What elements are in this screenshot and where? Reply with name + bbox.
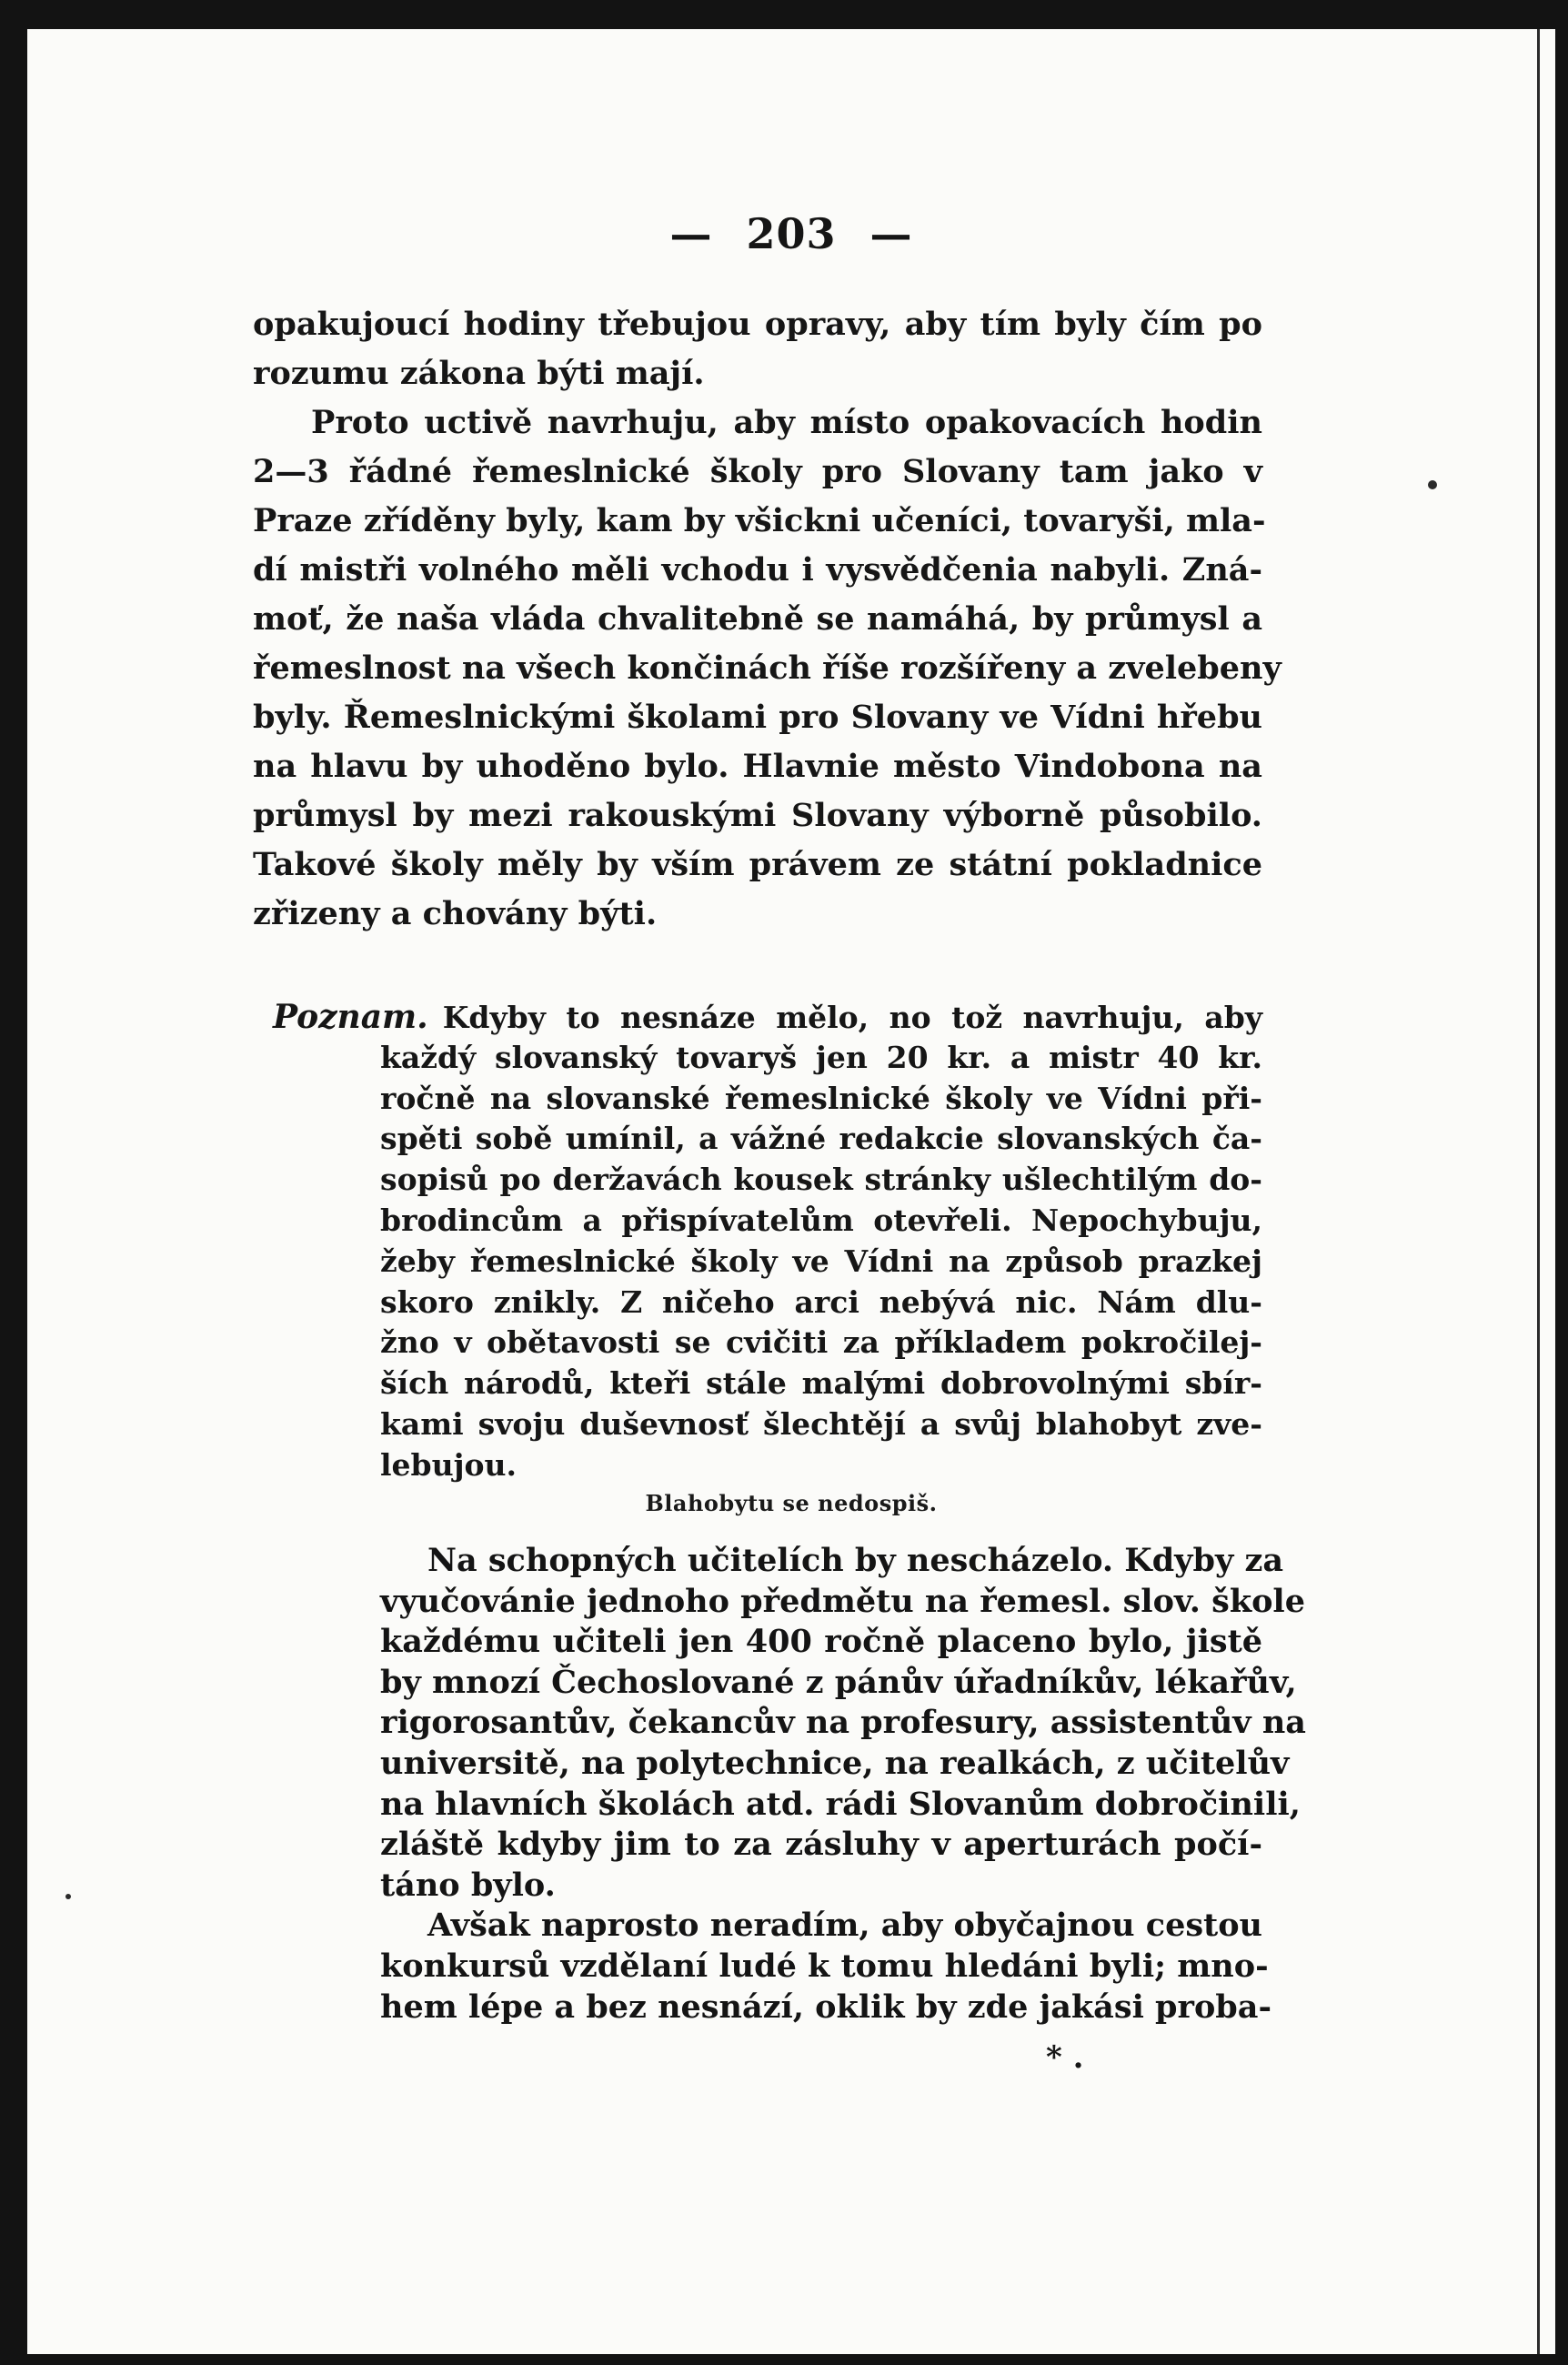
text-line: byly. Řemeslnickými školami pro Slovany ve Vídni hřebu: [253, 699, 1262, 736]
page-edge-line: [1537, 29, 1540, 2354]
section-line: Avšak naprosto neradím, aby obyčajnou cestou: [427, 1907, 1262, 1945]
section-line: hem lépe a bez nesnází, oklik by zde jakási proba-: [380, 1988, 1271, 2026]
section-line: by mnozí Čechoslované z pánův úřadníkův, lékařův,: [380, 1663, 1297, 1701]
section-line: zláště kdyby jim to za zásluhy v aperturách počí-: [380, 1826, 1262, 1864]
section-line: každému učiteli jen 400 ročně placeno bylo, jistě: [380, 1623, 1262, 1661]
text-line: na hlavu by uhoděno bylo. Hlavnie město Vindobona na: [253, 748, 1262, 785]
text-line: průmysl by mezi rakouskými Slovany výborně působilo.: [253, 797, 1262, 834]
section-line: na hlavních školách atd. rádi Slovanům dobročinili,: [380, 1785, 1301, 1823]
section-heading: Blahobytu se nedospiš.: [645, 1490, 938, 1516]
section-line: konkursů vzdělaní ludé k tomu hledáni byli; mno-: [380, 1947, 1269, 1985]
text-line: moť, že naša vláda chvalitebně se namáhá, by průmysl a: [253, 600, 1262, 638]
section-line: universitě, na polytechnice, na realkách, z učitelův: [380, 1744, 1290, 1782]
footnote-line: sopisů po deržavách kousek stránky ušlechtilým do-: [380, 1162, 1262, 1198]
footnote-line: ších národů, kteři stále malými dobrovolnými sbír-: [380, 1365, 1262, 1402]
section-line: táno bylo.: [380, 1866, 556, 1904]
margin-dot: [65, 1894, 71, 1899]
text-line: dí mistři volného měli vchodu i vysvědčenia nabyli. Zná-: [253, 551, 1262, 589]
text-line: Takové školy měly by vším právem ze státní pokladnice: [253, 846, 1262, 883]
document-page: [27, 29, 1555, 2354]
footnote-line: žeby řemeslnické školy ve Vídni na způsob prazkej: [380, 1243, 1262, 1279]
text-line: Praze zříděny byly, kam by všickni učeníci, tovaryši, mla-: [253, 502, 1266, 539]
footnote-line: kami svoju duševnosť šlechtějí a svůj blahobyt zve-: [380, 1405, 1262, 1442]
footnote-line: brodincům a přispívatelům otevřeli. Nepochybuju,: [380, 1202, 1262, 1238]
footnote-line: ročně na slovanské řemeslnické školy ve Vídni při-: [380, 1080, 1262, 1116]
text-line: 2—3 řádné řemeslnické školy pro Slovany tam jako v: [253, 453, 1262, 490]
footnote-line: každý slovanský tovaryš jen 20 kr. a mistr 40 kr.: [380, 1039, 1262, 1075]
section-line: vyučovánie jednoho předmětu na řemesl. slov. škole: [380, 1582, 1305, 1620]
footnote-line: skoro znikly. Z ničeho arci nebývá nic. Nám dlu-: [380, 1283, 1262, 1320]
footnote-label: Poznam.: [273, 998, 428, 1036]
margin-dot: [1428, 480, 1437, 489]
text-line: opakujoucí hodiny třebujou opravy, aby tím byly čím po: [253, 306, 1262, 343]
footnote-body: [380, 1038, 1262, 1486]
section-line: rigorosantův, čekancův na profesury, assistentův na: [380, 1704, 1306, 1742]
section-line: Na schopných učitelích by nescházelo. Kdyby za: [427, 1542, 1284, 1579]
text-line: rozumu zákona býti mají.: [253, 355, 705, 392]
footnote-first-text: Kdyby to nesnáze mělo, no tož navrhuju, aby: [442, 1000, 1262, 1035]
footnote-line: spěti sobě umínil, a vážné redakcie slovanských ča-: [380, 1121, 1262, 1157]
text-line: řemeslnost na všech končinách říše rozšířeny a zvelebeny: [253, 649, 1282, 687]
text-line: Proto uctivě navrhuju, aby místo opakovacích hodin: [311, 404, 1262, 441]
footnote-line: žno v obětavosti se cvičiti za příkladem pokročilej-: [380, 1324, 1262, 1361]
footnote-line: lebujou.: [380, 1446, 518, 1483]
page-number: — 203 —: [669, 209, 913, 258]
section-body: [380, 1541, 1306, 2028]
signature-mark: * .: [1046, 2039, 1084, 2076]
main-paragraphs: [253, 300, 1282, 939]
text-line: zřizeny a chovány býti.: [253, 895, 658, 932]
footnote-first-line: [273, 997, 1262, 1038]
footnote: [273, 997, 1262, 1486]
